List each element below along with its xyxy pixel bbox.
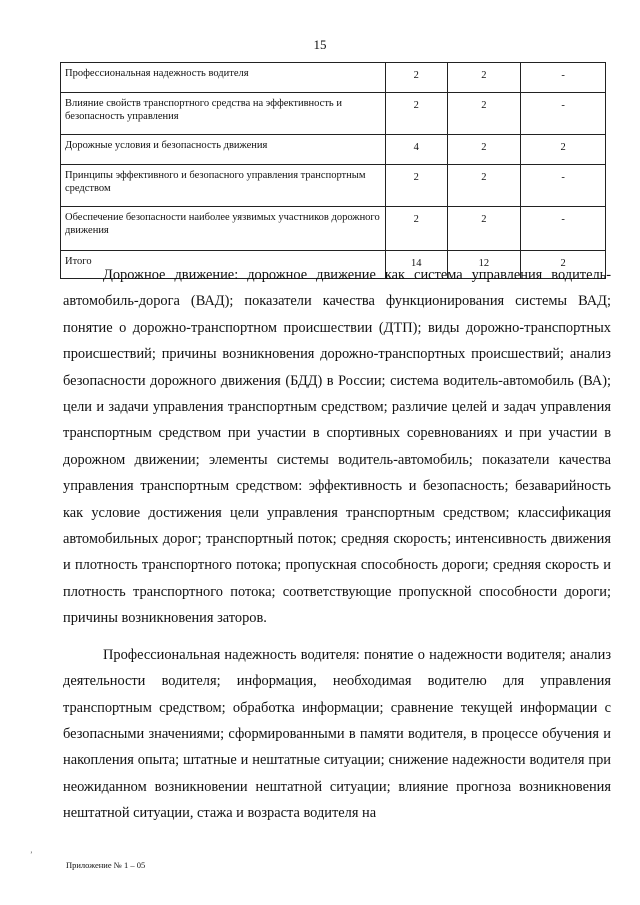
hours-practice: -	[521, 63, 606, 93]
table-row	[61, 63, 606, 93]
table-row	[61, 93, 606, 135]
table-row	[61, 135, 606, 165]
topic-name: Влияние свойств транспортного средства на эффективность и безопасность управления	[61, 93, 386, 135]
hours-practice: 2	[521, 135, 606, 165]
hours-total: 2	[386, 207, 447, 251]
total-practice: 2	[521, 251, 606, 279]
table-row	[61, 207, 606, 251]
margin-mark: ’	[30, 850, 33, 859]
hours-total: 2	[386, 63, 447, 93]
body-text	[63, 262, 611, 837]
hours-theory: 2	[447, 135, 521, 165]
hours-theory: 2	[447, 207, 521, 251]
hours-total: 2	[386, 93, 447, 135]
hours-total: 4	[386, 135, 447, 165]
table-row	[61, 165, 606, 207]
hours-practice: -	[521, 207, 606, 251]
topic-name: Обеспечение безопасности наиболее уязвимых участников дорожного движения	[61, 207, 386, 251]
course-hours-table	[60, 62, 606, 279]
paragraph-road-traffic: Дорожное движение: дорожное движение как система управления водитель-автомобиль-дорога (ВАД); показатели качества функционирования системы ВАД; понятие о дорожно-транспортном происшествии (ДТП); виды дорожно-транспортных происшествий; причины возникновения дорожно-транспортных происшествий; анализ безопасности дорожного движения (БДД) в России; система водитель-автомобиль (ВА); цели и задачи управления транспортным средством; различие целей и задач управления транспортным средством при участии в спортивных соревнованиях и при участии в дорожном движении; элементы системы водитель-автомобиль; показатели качества управления транспортным средством: эффективность и безопасность; безаварийность как условие достижения цели управления транспортным средством; классификация автомобильных дорог; транспортный поток; средняя скорость; интенсивность движения и плотность транспортного потока; пропускная способность дороги; средняя скорость и плотность транспортного потока; соответствующие пропускной способности дороги; причины возникновения заторов.	[63, 267, 611, 627]
total-hours: 14	[386, 251, 447, 279]
total-theory: 12	[447, 251, 521, 279]
hours-practice: -	[521, 93, 606, 135]
total-label: Итого	[61, 251, 386, 279]
topic-name: Профессиональная надежность водителя	[61, 63, 386, 93]
page-footer: Приложение № 1 – 05	[66, 860, 146, 870]
hours-total: 2	[386, 165, 447, 207]
paragraph-driver-reliability: Профессиональная надежность водителя: понятие о надежности водителя; анализ деятельности водителя; информация, необходимая водителю для управления транспортным средством; обработка информации; сравнение текущей информации с безопасными значениями; сформированными в памяти водителя, в процессе обучения и накопления опыта; штатные и нештатные ситуации; снижение надежности водителя при неожиданном возникновении нештатной ситуации; влияние прогноза возникновения нештатной ситуации, стажа и возраста водителя на	[63, 646, 611, 822]
hours-theory: 2	[447, 93, 521, 135]
hours-theory: 2	[447, 165, 521, 207]
hours-practice: -	[521, 165, 606, 207]
page-number: 15	[313, 37, 327, 52]
topic-name: Принципы эффективного и безопасного управления транспортным средством	[61, 165, 386, 207]
hours-theory: 2	[447, 63, 521, 93]
topic-name: Дорожные условия и безопасность движения	[61, 135, 386, 165]
